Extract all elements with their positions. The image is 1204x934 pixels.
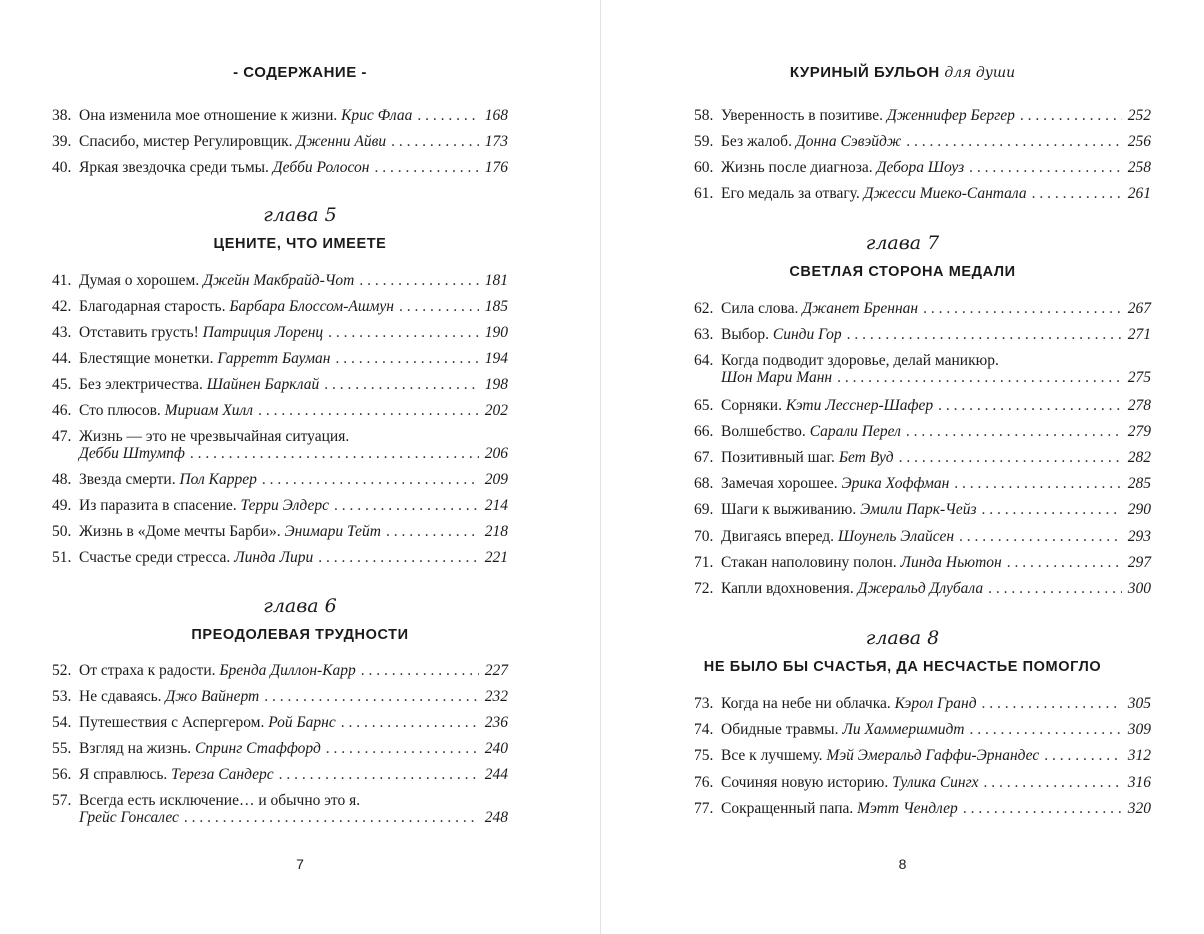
entry-title: Я справлюсь.: [79, 766, 168, 783]
entry-title: Его медаль за отвагу.: [721, 185, 860, 202]
dot-leader: [847, 326, 1122, 343]
entry-author: Линда Ньютон: [900, 554, 1002, 571]
toc-entry: [694, 300, 1151, 317]
entry-page: 240: [484, 740, 508, 757]
dot-leader: [262, 471, 479, 488]
entry-title: Выбор.: [721, 326, 770, 343]
toc-entry: [694, 580, 1151, 597]
dot-leader: [334, 497, 479, 514]
entry-number: 47.: [52, 428, 72, 445]
entry-author: Кэти Лесснер-Шафер: [785, 397, 934, 414]
entry-title: Когда подводит здоровье, делай маникюр.: [721, 352, 999, 369]
entry-page: 202: [484, 402, 508, 419]
entry-title: Замечая хорошее.: [721, 475, 838, 492]
entry-number: 42.: [52, 298, 72, 315]
dot-leader: [969, 721, 1121, 738]
entry-title: Когда на небе ни облачка.: [721, 695, 891, 712]
toc-entry: [52, 376, 508, 393]
entry-number: 61.: [694, 185, 714, 202]
entry-page: 305: [1127, 695, 1151, 712]
entry-title: Уверенность в позитиве.: [721, 107, 883, 124]
entry-number: 53.: [52, 688, 72, 705]
entry-title: Жизнь в «Доме мечты Барби».: [79, 523, 281, 540]
entry-page: 227: [484, 662, 508, 679]
dot-leader: [341, 714, 479, 731]
chapter-label: глава 6: [263, 595, 337, 617]
toc-entry: [694, 352, 1151, 386]
entry-page: 261: [1127, 185, 1151, 202]
toc-entry: [694, 133, 1151, 150]
toc-entry: [694, 185, 1151, 202]
entry-number: 68.: [694, 475, 714, 492]
dot-leader: [984, 774, 1122, 791]
entry-author: Бренда Диллон-Карр: [219, 662, 356, 679]
entry-page: 267: [1127, 300, 1151, 317]
entry-number: 40.: [52, 159, 72, 176]
entry-number: 65.: [694, 397, 714, 414]
entry-title: Без жалоб.: [721, 133, 792, 150]
entry-author: Джейн Макбрайд-Чот: [203, 272, 355, 289]
running-head-main: КУРИНЫЙ БУЛЬОН: [789, 64, 940, 81]
entry-page: 309: [1127, 721, 1151, 738]
entry-title: Капли вдохновения.: [721, 580, 854, 597]
toc-entry: [694, 423, 1151, 440]
dot-leader: [982, 695, 1122, 712]
toc-entry: [694, 107, 1151, 124]
entry-number: 64.: [694, 352, 714, 369]
entry-title: Она изменила мое отношение к жизни.: [79, 107, 338, 124]
dot-leader: [184, 809, 479, 826]
dot-leader: [326, 740, 479, 757]
entry-author: Джо Вайнерт: [165, 688, 260, 705]
toc-entry: [52, 402, 508, 419]
entry-number: 73.: [694, 695, 714, 712]
entry-author: Дебби Ролосон: [272, 159, 370, 176]
toc-entry: [52, 133, 508, 150]
entry-page: 271: [1127, 326, 1151, 343]
entry-title: Позитивный шаг.: [721, 449, 835, 466]
chapter-title: СВЕТЛАЯ СТОРОНА МЕДАЛИ: [789, 264, 1016, 280]
entry-author: Рой Барнс: [268, 714, 336, 731]
entry-number: 41.: [52, 272, 72, 289]
entry-author: Шайнен Барклай: [206, 376, 320, 393]
entry-author: Гарретт Бауман: [217, 350, 331, 367]
entry-title: Без электричества.: [79, 376, 203, 393]
entry-number: 76.: [694, 774, 714, 791]
entry-page: 173: [484, 133, 508, 150]
entry-page: 256: [1127, 133, 1151, 150]
toc-entry: [52, 272, 508, 289]
entry-page: 190: [484, 324, 508, 341]
entry-title: Сто плюсов.: [79, 402, 161, 419]
dot-leader: [264, 688, 479, 705]
entry-title: Блестящие монетки.: [79, 350, 214, 367]
entry-number: 44.: [52, 350, 72, 367]
entry-page: 221: [484, 549, 508, 566]
entry-author: Синди Гор: [772, 326, 842, 343]
dot-leader: [963, 800, 1122, 817]
toc-entry: [52, 792, 508, 826]
entry-author: Эмили Парк-Чейз: [860, 501, 977, 518]
entry-number: 60.: [694, 159, 714, 176]
entry-page: 214: [484, 497, 508, 514]
entry-title: Стакан наполовину полон.: [721, 554, 897, 571]
toc-entry: [694, 774, 1151, 791]
toc-entry: [52, 159, 508, 176]
dot-leader: [906, 133, 1121, 150]
entry-author: Дебора Шоуз: [876, 159, 965, 176]
entry-title: Не сдаваясь.: [79, 688, 162, 705]
entry-page: 312: [1127, 747, 1151, 764]
toc-entry: [52, 549, 508, 566]
entry-title: Из паразита в спасение.: [79, 497, 237, 514]
right-page: [601, 0, 1204, 934]
entry-number: 43.: [52, 324, 72, 341]
dot-leader: [969, 159, 1122, 176]
toc-entry: [694, 695, 1151, 712]
dot-leader: [1020, 107, 1122, 124]
entry-page: 168: [484, 107, 508, 124]
chapter-title: ЦЕНИТЕ, ЧТО ИМЕЕТЕ: [213, 236, 387, 252]
chapter-title: ПРЕОДОЛЕВАЯ ТРУДНОСТИ: [191, 627, 409, 643]
entry-number: 66.: [694, 423, 714, 440]
entry-author: Спринг Стаффорд: [194, 740, 321, 757]
entry-page: 198: [484, 376, 508, 393]
dot-leader: [938, 397, 1122, 414]
toc-entry: [694, 397, 1151, 414]
entry-number: 72.: [694, 580, 714, 597]
entry-author: Тулика Сингх: [892, 774, 979, 791]
dot-leader: [279, 766, 479, 783]
entry-page: 300: [1127, 580, 1151, 597]
entry-page: 244: [484, 766, 508, 783]
entry-page: 278: [1127, 397, 1151, 414]
entry-author: Тереза Сандерс: [171, 766, 274, 783]
entry-number: 45.: [52, 376, 72, 393]
left-page: [0, 0, 600, 934]
entry-number: 75.: [694, 747, 714, 764]
dot-leader: [328, 324, 479, 341]
entry-page: 209: [484, 471, 508, 488]
toc-entry: [52, 298, 508, 315]
toc-entry: [52, 766, 508, 783]
entry-number: 58.: [694, 107, 714, 124]
toc-entry: [52, 688, 508, 705]
toc-entry: [52, 662, 508, 679]
entry-author: Ли Хаммершмидт: [842, 721, 965, 738]
entry-author: Эрика Хоффман: [841, 475, 950, 492]
entry-page: 282: [1127, 449, 1151, 466]
dot-leader: [374, 159, 478, 176]
dot-leader: [335, 350, 478, 367]
entry-number: 50.: [52, 523, 72, 540]
entry-author: Джесси Миеко-Сантала: [863, 185, 1027, 202]
entry-title: От страха к радости.: [79, 662, 216, 679]
entry-number: 56.: [52, 766, 72, 783]
entry-page: 275: [1127, 369, 1151, 386]
entry-number: 46.: [52, 402, 72, 419]
toc-entry: [694, 800, 1151, 817]
entry-author: Патриция Лоренц: [202, 324, 324, 341]
dot-leader: [417, 107, 478, 124]
entry-title: Спасибо, мистер Регулировщик.: [79, 133, 293, 150]
chapter-label: глава 5: [263, 204, 337, 226]
entry-page: 248: [484, 809, 508, 826]
toc-entry: [694, 159, 1151, 176]
entry-page: 185: [484, 298, 508, 315]
entry-title: Обидные травмы.: [721, 721, 839, 738]
dot-leader: [386, 523, 479, 540]
entry-number: 74.: [694, 721, 714, 738]
entry-number: 70.: [694, 528, 714, 545]
dot-leader: [906, 423, 1122, 440]
chapter-title: НЕ БЫЛО БЫ СЧАСТЬЯ, ДА НЕСЧАСТЬЕ ПОМОГЛО: [703, 659, 1102, 675]
entry-author: Мэтт Чендлер: [857, 800, 958, 817]
dot-leader: [1044, 747, 1122, 764]
toc-entry: [52, 107, 508, 124]
entry-page: 252: [1127, 107, 1151, 124]
toc-entry: [52, 714, 508, 731]
toc-entry: [52, 497, 508, 514]
entry-title: Благодарная старость.: [79, 298, 226, 315]
toc-entry: [694, 326, 1151, 343]
dot-leader: [988, 580, 1122, 597]
dot-leader: [318, 549, 479, 566]
entry-title: Все к лучшему.: [721, 747, 823, 764]
entry-number: 39.: [52, 133, 72, 150]
entry-number: 63.: [694, 326, 714, 343]
entry-author: Пол Каррер: [179, 471, 257, 488]
entry-page: 232: [484, 688, 508, 705]
entry-page: 316: [1127, 774, 1151, 791]
entry-title: Шаги к выживанию.: [721, 501, 857, 518]
dot-leader: [391, 133, 479, 150]
entry-author: Бет Вуд: [838, 449, 894, 466]
page-number: 8: [898, 856, 907, 872]
entry-author: Мэй Эмеральд Гаффи-Эрнандес: [826, 747, 1040, 764]
entry-author: Мириам Хилл: [164, 402, 254, 419]
running-head: - СОДЕРЖАНИЕ -: [233, 64, 367, 81]
dot-leader: [324, 376, 479, 393]
entry-number: 48.: [52, 471, 72, 488]
entry-author: Джанет Бреннан: [802, 300, 919, 317]
entry-number: 54.: [52, 714, 72, 731]
entry-page: 194: [484, 350, 508, 367]
dot-leader: [959, 528, 1122, 545]
dot-leader: [399, 298, 479, 315]
toc-entry: [694, 747, 1151, 764]
entry-number: 38.: [52, 107, 72, 124]
dot-leader: [361, 662, 479, 679]
entry-page: 285: [1127, 475, 1151, 492]
entry-page: 176: [484, 159, 508, 176]
entry-title: Сокращенный папа.: [721, 800, 854, 817]
entry-page: 293: [1127, 528, 1151, 545]
entry-page: 181: [484, 272, 508, 289]
toc-entry: [694, 528, 1151, 545]
toc-entry: [694, 501, 1151, 518]
entry-page: 206: [484, 445, 508, 462]
entry-title: Сочиняя новую историю.: [721, 774, 889, 791]
entry-author: Шоунель Элайсен: [837, 528, 955, 545]
entry-title: Взгляд на жизнь.: [79, 740, 192, 757]
toc-entry: [694, 721, 1151, 738]
toc-entry: [694, 449, 1151, 466]
dot-leader: [258, 402, 479, 419]
entry-title: Звезда смерти.: [79, 471, 176, 488]
chapter-label: глава 7: [865, 232, 940, 254]
toc-entry: [52, 350, 508, 367]
dot-leader: [899, 449, 1122, 466]
entry-author: Барбара Блоссом-Ашмун: [229, 298, 394, 315]
entry-page: 290: [1127, 501, 1151, 518]
dot-leader: [982, 501, 1122, 518]
entry-number: 69.: [694, 501, 714, 518]
entry-author: Сарали Перел: [809, 423, 901, 440]
entry-page: 258: [1127, 159, 1151, 176]
entry-number: 67.: [694, 449, 714, 466]
entry-title: Всегда есть исключение… и обычно это я.: [79, 792, 361, 809]
entry-number: 71.: [694, 554, 714, 571]
dot-leader: [954, 475, 1121, 492]
dot-leader: [1007, 554, 1122, 571]
entry-author: Шон Мари Манн: [721, 369, 833, 386]
entry-page: 297: [1127, 554, 1151, 571]
entry-number: 59.: [694, 133, 714, 150]
entry-author: Дженни Айви: [296, 133, 387, 150]
entry-page: 320: [1127, 800, 1151, 817]
toc-entry: [694, 554, 1151, 571]
entry-number: 62.: [694, 300, 714, 317]
dot-leader: [359, 272, 478, 289]
toc-entry: [52, 324, 508, 341]
entry-page: 279: [1127, 423, 1151, 440]
entry-author: Дженнифер Бергер: [886, 107, 1015, 124]
entry-title: Двигаясь вперед.: [721, 528, 835, 545]
entry-number: 52.: [52, 662, 72, 679]
dot-leader: [837, 369, 1122, 386]
toc-entry: [52, 523, 508, 540]
entry-title: Яркая звездочка среди тьмы.: [79, 159, 269, 176]
entry-title: Жизнь — это не чрезвычайная ситуация.: [79, 428, 350, 445]
entry-number: 55.: [52, 740, 72, 757]
entry-page: 218: [484, 523, 508, 540]
entry-author: Крис Флаа: [341, 107, 413, 124]
entry-author: Энимари Тейт: [284, 523, 381, 540]
entry-number: 77.: [694, 800, 714, 817]
chapter-label: глава 8: [865, 627, 940, 649]
page-number: 7: [296, 856, 304, 872]
entry-title: Путешествия с Аспергером.: [79, 714, 265, 731]
entry-title: Отставить грусть!: [79, 324, 199, 341]
entry-title: Сорняки.: [721, 397, 782, 414]
entry-title: Сила слова.: [721, 300, 799, 317]
entry-author: Кэрол Гранд: [894, 695, 977, 712]
entry-author: Дебби Штумпф: [79, 445, 185, 462]
entry-author: Линда Лири: [234, 549, 314, 566]
entry-author: Грейс Гонсалес: [79, 809, 179, 826]
entry-title: Думая о хорошем.: [79, 272, 200, 289]
entry-title: Волшебство.: [721, 423, 806, 440]
toc-entry: [694, 475, 1151, 492]
entry-number: 49.: [52, 497, 72, 514]
running-head: [601, 64, 1204, 81]
entry-page: 236: [484, 714, 508, 731]
toc-entry: [52, 428, 508, 462]
entry-author: Донна Сэвэйдж: [795, 133, 902, 150]
entry-title: Жизнь после диагноза.: [721, 159, 873, 176]
entry-number: 57.: [52, 792, 72, 809]
entry-author: Терри Элдерс: [240, 497, 329, 514]
dot-leader: [923, 300, 1122, 317]
dot-leader: [1032, 185, 1122, 202]
entry-author: Джеральд Длубала: [857, 580, 984, 597]
running-head-script: для души: [944, 65, 1016, 81]
entry-title: Счастье среди стресса.: [79, 549, 231, 566]
dot-leader: [190, 445, 479, 462]
toc-entry: [52, 740, 508, 757]
entry-number: 51.: [52, 549, 72, 566]
toc-entry: [52, 471, 508, 488]
